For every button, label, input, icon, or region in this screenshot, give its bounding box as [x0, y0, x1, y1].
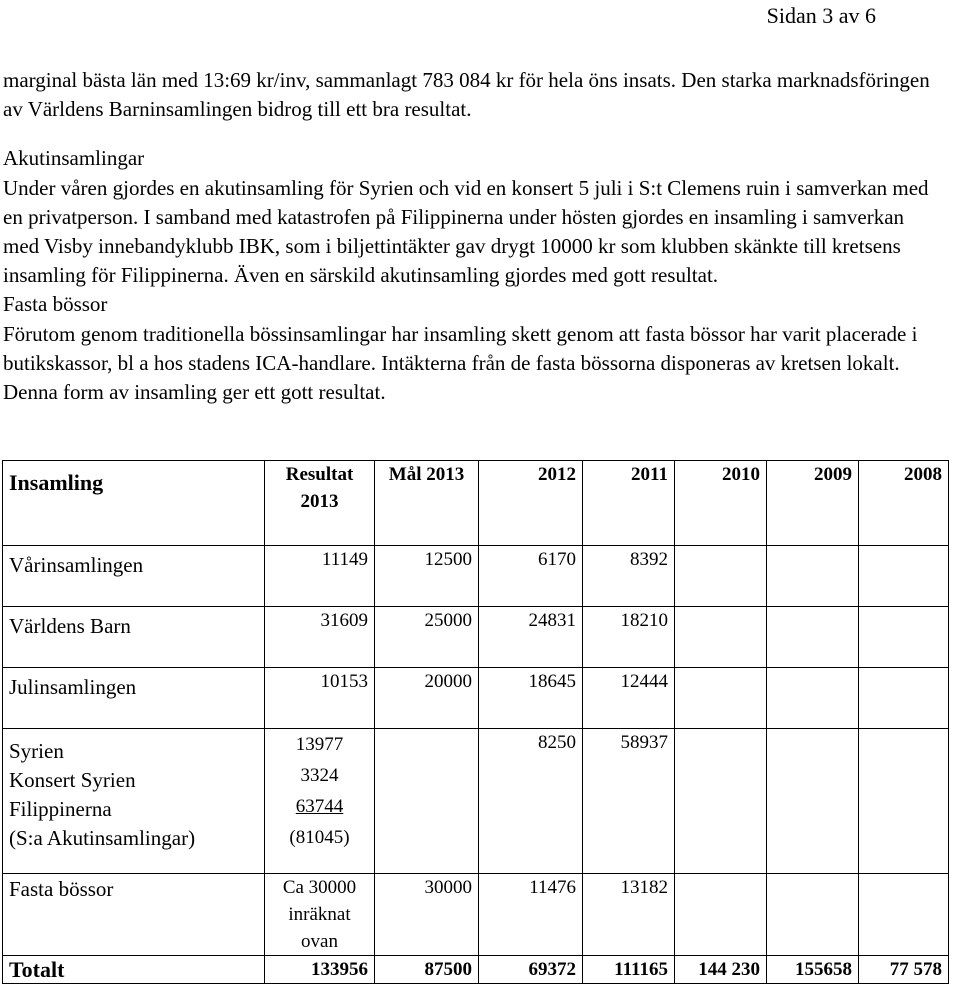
cell-2011: 12444 [583, 668, 675, 729]
header-2009: 2009 [767, 461, 859, 546]
row-name-summa-akut: (S:a Akutinsamlingar) [9, 826, 196, 850]
row-name: Världens Barn [3, 607, 265, 668]
cell-2012: 24831 [479, 607, 583, 668]
total-resultat: 133956 [265, 956, 375, 984]
header-mal-2013: Mål 2013 [375, 461, 479, 546]
header-2012: 2012 [479, 461, 583, 546]
cell-2012: 6170 [479, 546, 583, 607]
cell-2009 [767, 668, 859, 729]
cell-2010 [675, 607, 767, 668]
cell-2008 [859, 729, 949, 874]
paragraph-akutinsamlingar: Under våren gjordes en akutinsamling för Syrien och vid en konsert 5 juli i S:t Clemens ruin i samverkan med en privatperson. I samband med katastrofen på Filippinerna under hösten gjordes en insamling i samverkan med Visby innebandyklubb IBK, som i biljettintäkter gav drygt 10000 kr som klubben skänkte till kretsens insamling för Filippinerna. Även en särskild akutinsamling gjordes med gott resultat. [3, 175, 929, 288]
heading-fasta-bossor: Fasta bössor [3, 292, 108, 317]
total-2010: 144 230 [675, 956, 767, 984]
table-row-total [3, 956, 949, 984]
cell-resultat-stack [265, 874, 375, 956]
cell-resultat: 11149 [265, 546, 375, 607]
cell-2009 [767, 607, 859, 668]
page-number: Sidan 3 av 6 [766, 3, 876, 28]
table-row-akut [3, 729, 949, 874]
cell-2009 [767, 546, 859, 607]
header-2011: 2011 [583, 461, 675, 546]
paragraph-fasta-bossor: Förutom genom traditionella bössinsamlingar har insamling skett genom att fasta bössor har varit placerade i butikskassor, bl a hos stadens ICA-handlare. Intäkterna från de fasta bössorna disponeras av kretsen lokalt. Denna form av insamling ger ett gott resultat. [3, 321, 918, 405]
cell-2009 [767, 729, 859, 874]
cell-2011: 18210 [583, 607, 675, 668]
cell-2008 [859, 546, 949, 607]
body-text [3, 66, 943, 407]
row-name-konsert-syrien: Konsert Syrien [9, 768, 136, 792]
cell-2008 [859, 607, 949, 668]
cell-mal [375, 729, 479, 874]
cell-2012: 18645 [479, 668, 583, 729]
row-name-total: Totalt [3, 956, 265, 984]
total-2008: 77 578 [859, 956, 949, 984]
header-2010: 2010 [675, 461, 767, 546]
cell-resultat-line1: Ca 30000 [282, 877, 357, 898]
cell-resultat-syrien: 13977 [295, 734, 344, 755]
cell-resultat-konsert: 3324 [300, 765, 339, 786]
cell-resultat-stack [265, 729, 375, 874]
row-name: Vårinsamlingen [3, 546, 265, 607]
cell-resultat-filippinerna: 63744 [295, 796, 344, 817]
fundraising-table [2, 460, 949, 984]
cell-resultat-summa: (81045) [289, 827, 350, 848]
total-2012: 69372 [479, 956, 583, 984]
cell-resultat: 10153 [265, 668, 375, 729]
cell-2011: 13182 [583, 874, 675, 956]
heading-akutinsamlingar: Akutinsamlingar [3, 146, 145, 171]
cell-2009 [767, 874, 859, 956]
row-name: Julinsamlingen [3, 668, 265, 729]
cell-2011: 58937 [583, 729, 675, 874]
table-row-fasta-bossor [3, 874, 949, 956]
paragraph-intro: marginal bästa län med 13:69 kr/inv, sammanlagt 783 084 kr för hela öns insats. Den starka marknadsföringen av Världens Barninsamlingen bidrog till ett bra resultat. [3, 68, 930, 122]
cell-resultat-line2: inräknat [288, 904, 351, 925]
cell-mal: 30000 [375, 874, 479, 956]
table-header-row [3, 461, 949, 546]
table-row [3, 607, 949, 668]
cell-mal: 20000 [375, 668, 479, 729]
row-name-filippinerna: Filippinerna [9, 797, 112, 821]
cell-2010 [675, 668, 767, 729]
cell-2012: 11476 [479, 874, 583, 956]
cell-2012: 8250 [479, 729, 583, 874]
total-2009: 155658 [767, 956, 859, 984]
header-resultat-2013: Resultat 2013 [265, 461, 375, 546]
total-mal: 87500 [375, 956, 479, 984]
row-name-stack [3, 729, 265, 874]
cell-resultat-line3: ovan [301, 931, 338, 952]
row-name: Fasta bössor [3, 874, 265, 956]
header-insamling: Insamling [3, 461, 265, 546]
cell-mal: 12500 [375, 546, 479, 607]
cell-2011: 8392 [583, 546, 675, 607]
cell-resultat: 31609 [265, 607, 375, 668]
header-2008: 2008 [859, 461, 949, 546]
table-row [3, 668, 949, 729]
row-name-syrien: Syrien [9, 739, 64, 763]
cell-mal: 25000 [375, 607, 479, 668]
cell-2010 [675, 729, 767, 874]
cell-2008 [859, 874, 949, 956]
cell-2008 [859, 668, 949, 729]
table-row [3, 546, 949, 607]
cell-2010 [675, 874, 767, 956]
cell-2010 [675, 546, 767, 607]
total-2011: 111165 [583, 956, 675, 984]
